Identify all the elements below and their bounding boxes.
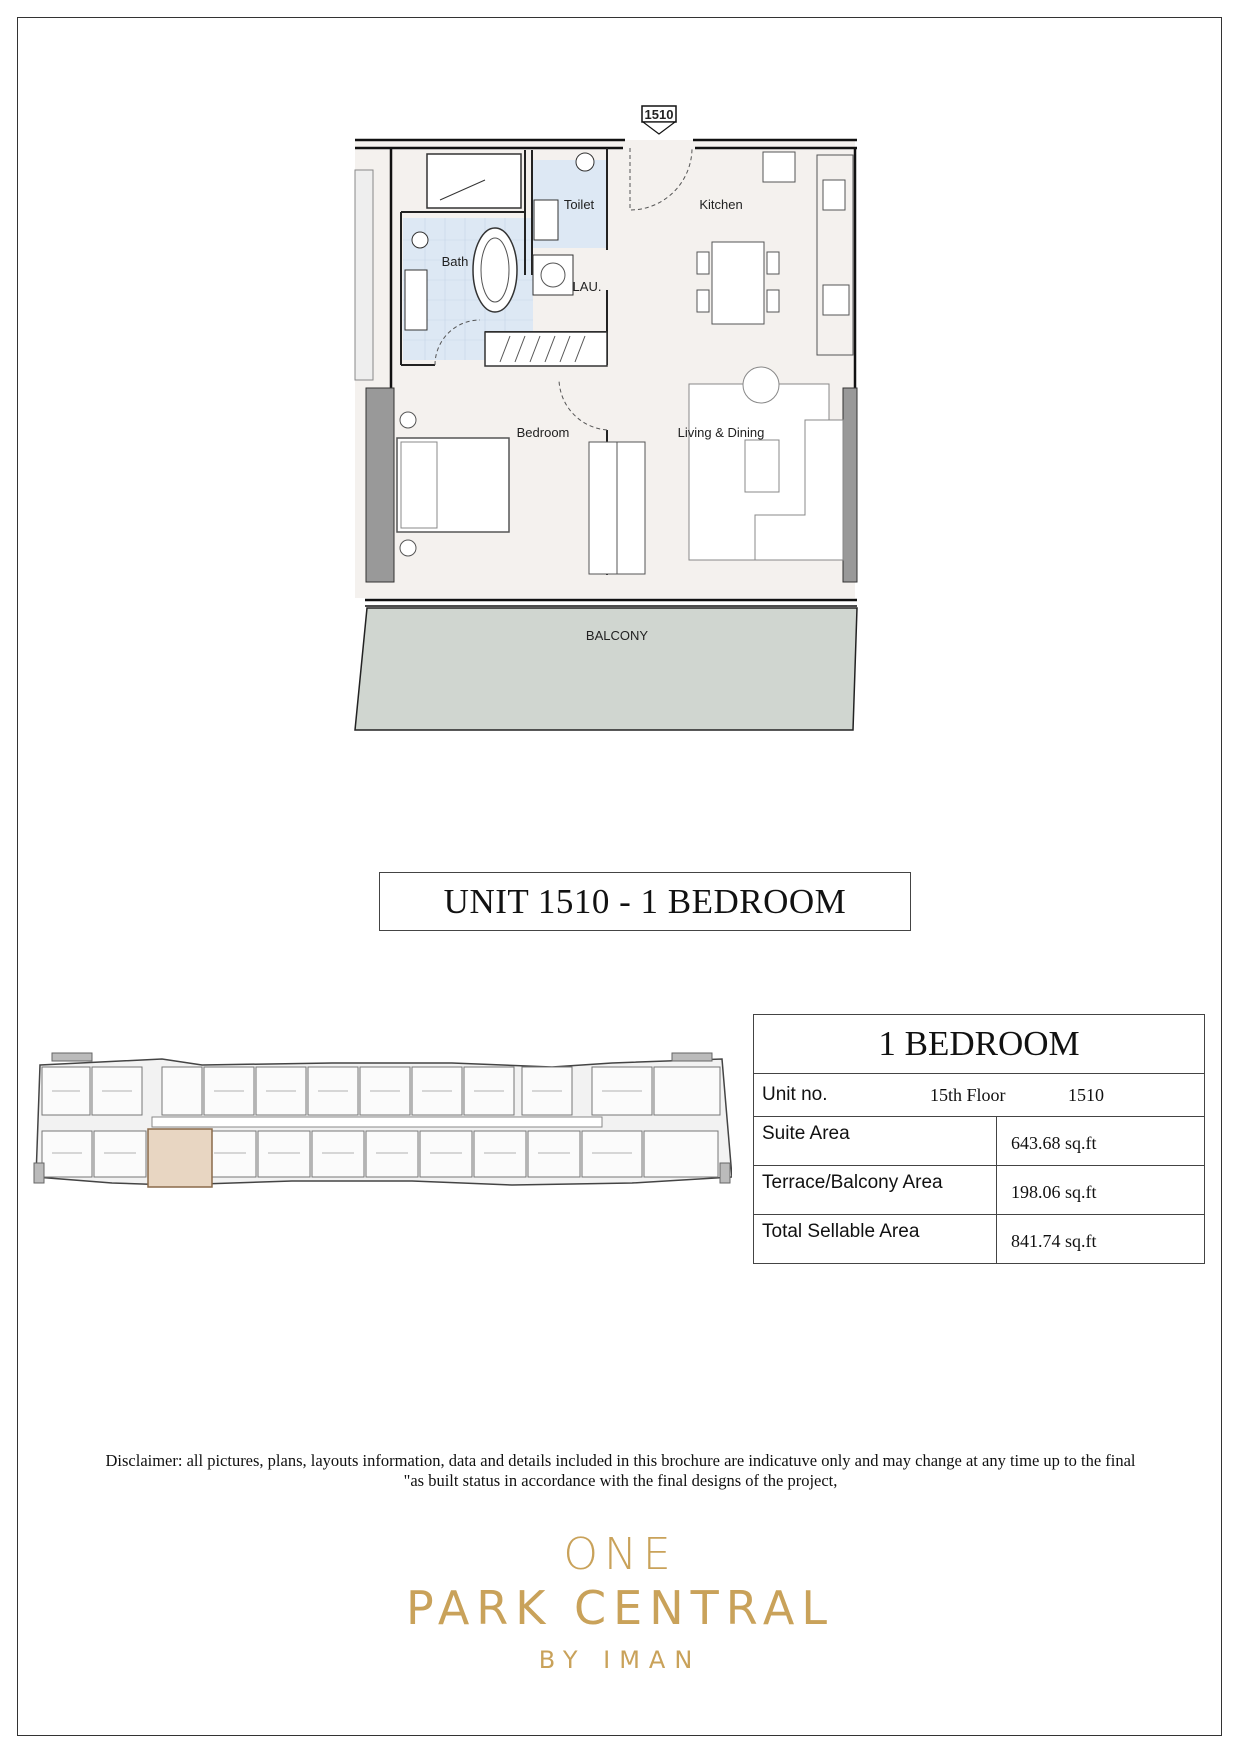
key-plan bbox=[32, 1045, 732, 1225]
disclaimer-line-1: Disclaimer: all pictures, plans, layouts information, data and details included in this brochure are indicatuve only and may change at any time up to the final bbox=[105, 1451, 1136, 1470]
neighbor-left bbox=[355, 170, 373, 380]
unit-floor-plan bbox=[345, 100, 865, 740]
brand-line-park-central: PARK CENTRAL bbox=[406, 1581, 834, 1635]
bidet bbox=[412, 232, 428, 248]
balcony-area-value: 198.06 sq.ft bbox=[997, 1166, 1205, 1215]
suite-area-label: Suite Area bbox=[754, 1117, 997, 1166]
table-row bbox=[754, 1117, 1205, 1166]
unit-summary-table bbox=[753, 1014, 1205, 1264]
table-row bbox=[754, 1166, 1205, 1215]
corridor bbox=[152, 1117, 602, 1127]
unit-title: UNIT 1510 - 1 BEDROOM bbox=[379, 872, 911, 931]
sink bbox=[823, 180, 845, 210]
coffee-table bbox=[745, 440, 779, 492]
label-laundry: LAU. bbox=[572, 279, 602, 294]
label-bedroom: Bedroom bbox=[516, 425, 570, 440]
nightstand-2 bbox=[400, 540, 416, 556]
disclaimer-line-2: "as built status in accordance with the final designs of the project, bbox=[403, 1471, 838, 1490]
total-area-label: Total Sellable Area bbox=[754, 1215, 997, 1264]
brand-line-one: ONE bbox=[563, 1529, 677, 1580]
unit-no-row bbox=[754, 1074, 1205, 1117]
label-balcony: BALCONY bbox=[585, 628, 649, 643]
label-kitchen: Kitchen bbox=[699, 197, 743, 212]
balcony-area bbox=[355, 608, 857, 730]
floor-value: 15th Floor bbox=[930, 1084, 1006, 1105]
wardrobe bbox=[485, 332, 607, 366]
dining-table bbox=[712, 242, 764, 324]
fridge bbox=[763, 152, 795, 182]
disclaimer bbox=[60, 1451, 1181, 1491]
hob bbox=[823, 285, 849, 315]
table-row bbox=[754, 1215, 1205, 1264]
toilet-basin bbox=[534, 200, 558, 240]
suite-area-value: 643.68 sq.ft bbox=[997, 1117, 1205, 1166]
wc bbox=[576, 153, 594, 171]
unit-tag: 1510 bbox=[644, 107, 674, 122]
highlighted-unit-1510 bbox=[148, 1129, 212, 1187]
brand-logo bbox=[380, 1530, 860, 1680]
summary-heading: 1 BEDROOM bbox=[754, 1015, 1205, 1074]
right-column bbox=[843, 388, 857, 582]
brand-line-by-iman: BY IMAN bbox=[538, 1646, 702, 1674]
total-area-value: 841.74 sq.ft bbox=[997, 1215, 1205, 1264]
unit-tag-pointer bbox=[643, 122, 675, 134]
armchair bbox=[743, 367, 779, 403]
unit-no-label: Unit no. bbox=[762, 1084, 828, 1105]
label-bath: Bath bbox=[441, 254, 469, 269]
label-toilet: Toilet bbox=[563, 197, 595, 212]
nightstand-1 bbox=[400, 412, 416, 428]
label-living-dining: Living & Dining bbox=[677, 425, 765, 440]
unit-number-value: 1510 bbox=[1068, 1084, 1104, 1105]
left-column bbox=[366, 388, 394, 582]
balcony-area-label: Terrace/Balcony Area bbox=[754, 1166, 997, 1215]
bath-basin bbox=[405, 270, 427, 330]
